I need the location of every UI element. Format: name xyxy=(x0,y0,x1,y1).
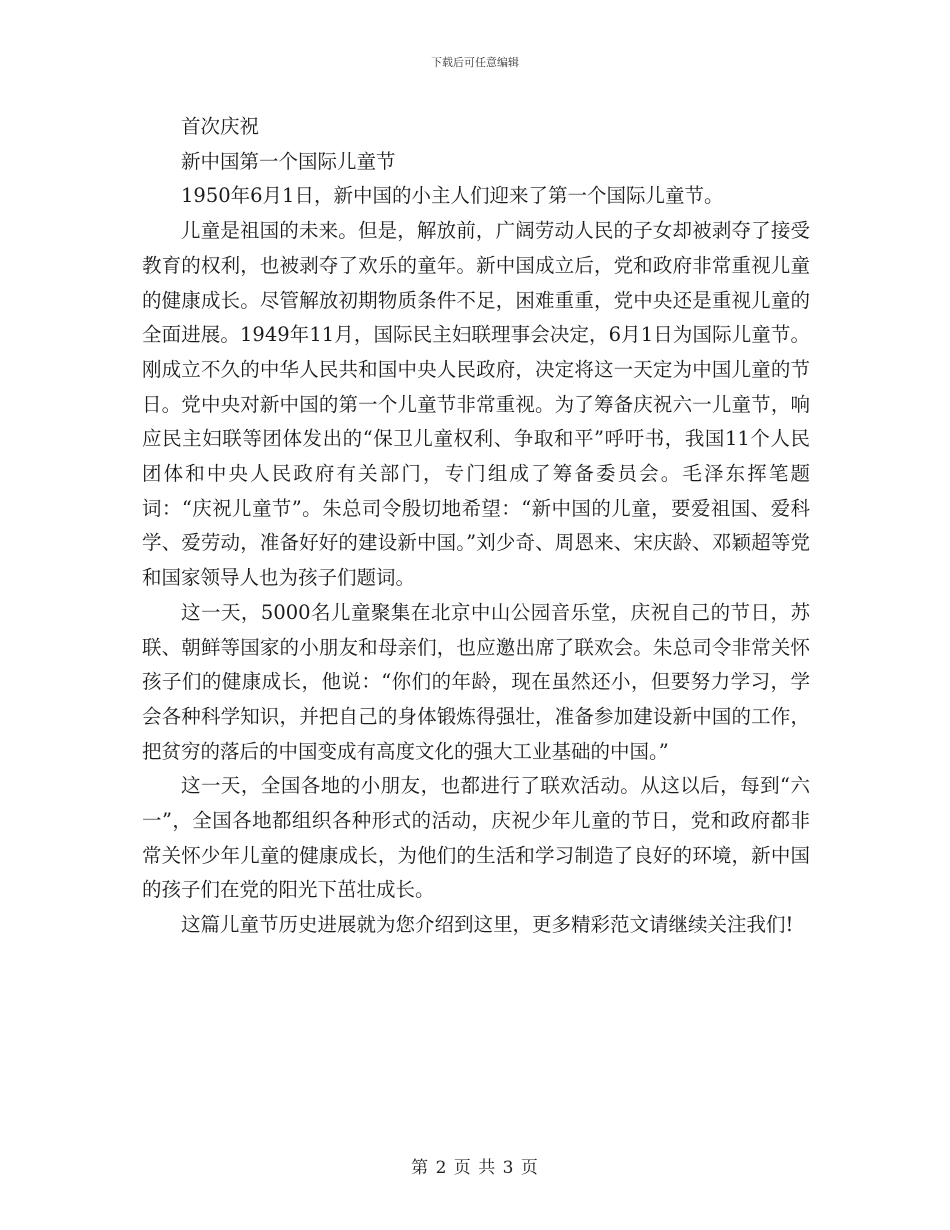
paragraph: 这篇儿童节历史进展就为您介绍到这里，更多精彩范文请继续关注我们! xyxy=(181,913,794,937)
paragraph: 这一天，全国各地的小朋友，也都进行了联欢活动。从这以后，每到“六一”，全国各地都组织各种形式的活动，庆祝少年儿童的节日，党和政府都非常关怀少年儿童的健康成长，为他们的生活和学习制造了良好的环境，新中国的孩子们在党的阳光下茁壮成长。 xyxy=(142,774,810,902)
paragraph: 这一天，5000名儿童聚集在北京中山公园音乐堂，庆祝自己的节日，苏联、朝鲜等国家的小朋友和母亲们，也应邀出席了联欢会。朱总司令非常关怀孩子们的健康成长，他说：“你们的年龄，现在虽然还小，但要努力学习，学会各种科学知识，并把自己的身体锻炼得强壮，准备参加建设新中国的工作，把贫穷的落后的中国变成有高度文化的强大工业基础的中国。” xyxy=(142,600,810,763)
article-subtitle: 新中国第一个国际儿童节 xyxy=(181,149,396,173)
paragraph: 1950年6月1日，新中国的小主人们迎来了第一个国际儿童节。 xyxy=(181,184,724,208)
paragraph: 儿童是祖国的未来。但是，解放前，广阔劳动人民的子女却被剥夺了接受教育的权利，也被剥夺了欢乐的童年。新中国成立后，党和政府非常重视儿童的健康成长。尽管解放初期物质条件不足，困难重重，党中央还是重视儿童的全面进展。1949年11月，国际民主妇联理事会决定，6月1日为国际儿童节。刚成立不久的中华人民共和国中央人民政府，决定将这一天定为中国儿童的节日。党中央对新中国的第一个儿童节非常重视。为了筹备庆祝六一儿童节，响应民主妇联等团体发出的“保卫儿童权利、争取和平”呼吁书，我国11个人民团体和中央人民政府有关部门，专门组成了筹备委员会。毛泽东挥笔题词：“庆祝儿童节”。朱总司令殷切地希望：“新中国的儿童，要爱祖国、爱科学、爱劳动，准备好好的建设新中国。”刘少奇、周恩来、宋庆龄、邓颖超等党和国家领导人也为孩子们题词。 xyxy=(142,219,810,590)
article-body xyxy=(142,110,810,943)
page-number: 第 2 页 共 3 页 xyxy=(411,1158,539,1178)
page-header: 下载后可任意编辑 xyxy=(431,56,519,69)
article-title: 首次庆祝 xyxy=(181,115,260,138)
